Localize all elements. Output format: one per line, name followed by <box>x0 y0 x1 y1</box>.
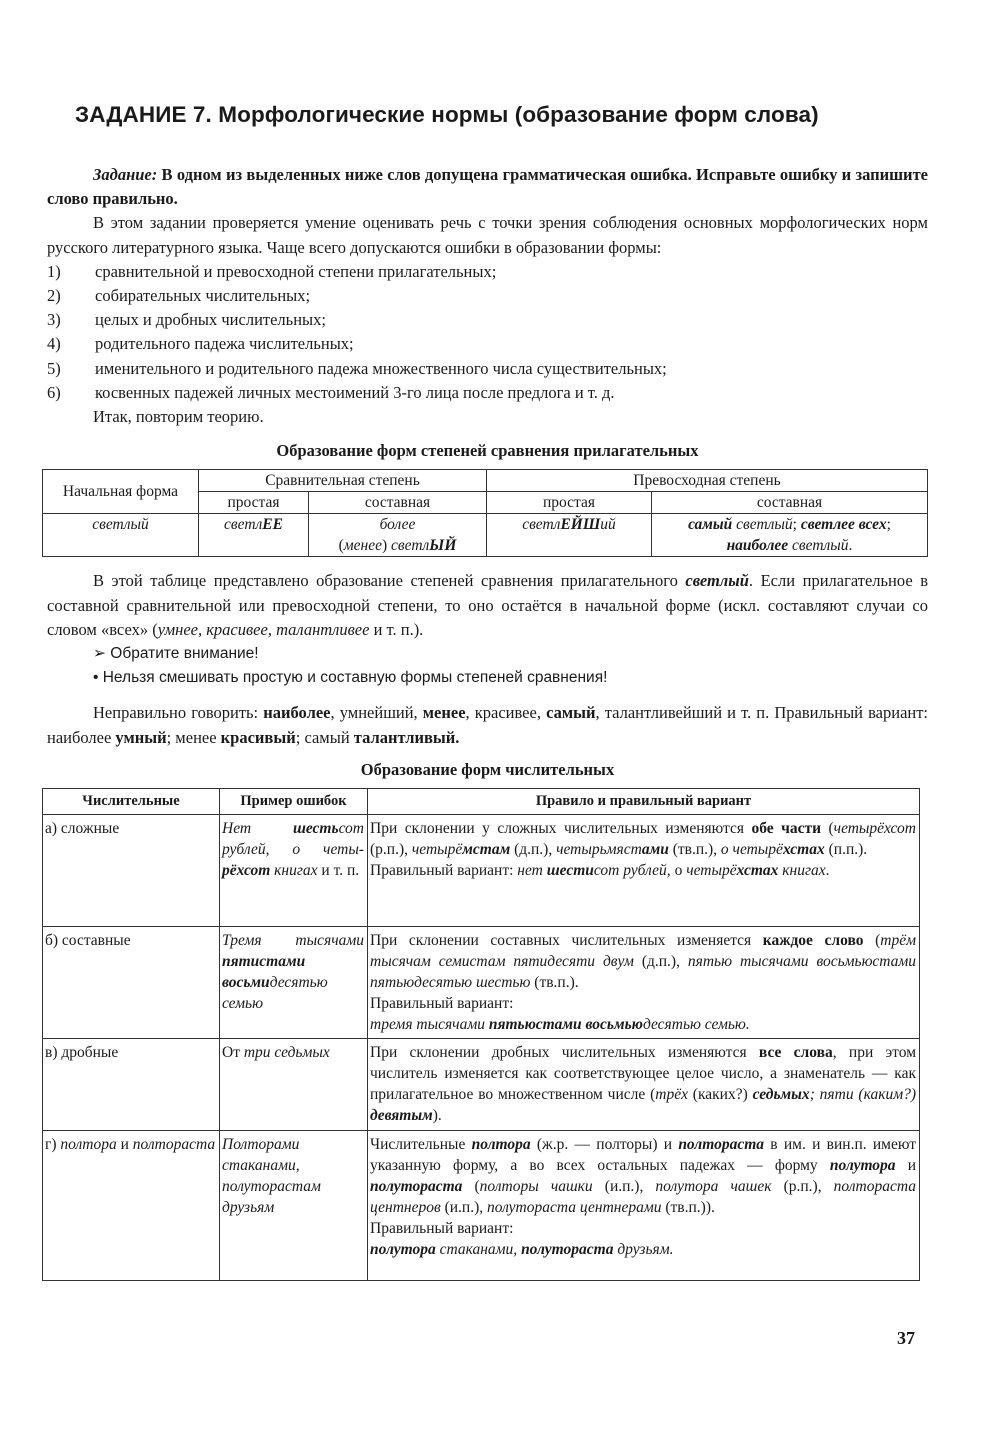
page-number: 37 <box>897 1328 915 1348</box>
text-run: , талантливейший и т. п. Правильный вариант: наиболее <box>47 703 929 747</box>
cell-type <box>43 815 220 927</box>
list-item <box>47 381 928 405</box>
text-run: нет <box>517 862 547 880</box>
text-run: ами <box>641 841 669 859</box>
text-run: пятьюстами восьмью <box>488 1016 643 1034</box>
text-run: хстах <box>736 862 779 880</box>
text-run: В одном из выделенных ниже слов допущена грамматическая ошибка. Исправьте ошибку и запишите слово правильно. <box>47 165 928 209</box>
attention-note: ➢ Обратите внимание! <box>93 645 259 663</box>
text-run: шесть <box>292 820 339 838</box>
text-run: ЕЙШ <box>560 516 601 534</box>
text-run: светлый <box>685 571 749 591</box>
text-run: книгах <box>270 862 318 880</box>
text-run: ; самый <box>295 727 354 747</box>
header-numerals: Числительные <box>43 789 220 815</box>
text-run: четырёхсот <box>833 820 916 838</box>
text-run: полтораста <box>132 1136 216 1154</box>
text-run: четырё <box>686 862 737 880</box>
header-rule: Правило и правильный вариант <box>368 789 920 815</box>
text-run: каждое слово <box>762 932 864 950</box>
text-run: красивый <box>220 727 296 747</box>
text-run: , умнейший, <box>330 703 423 723</box>
list-item <box>47 332 928 356</box>
text-run: ; <box>886 516 891 534</box>
text-run: Полторами стаканами, полуторастам друзьям <box>222 1136 321 1217</box>
text-run: светл <box>224 516 263 534</box>
table-row <box>43 815 920 927</box>
cell-rule <box>368 1039 920 1131</box>
table-row <box>43 927 920 1039</box>
header-comparative: Сравнительная степень <box>199 470 487 492</box>
list-item <box>47 357 928 381</box>
text-run: менее <box>422 703 466 723</box>
text-run: светлее всех <box>796 516 887 534</box>
text-run: б) составные <box>45 932 131 950</box>
text-run: светлый <box>788 537 849 555</box>
list-number: 6) <box>47 382 61 402</box>
text-run: девятым <box>370 1107 433 1125</box>
explanation-paragraph <box>47 569 928 642</box>
adjective-degrees-table <box>42 469 928 557</box>
cell-type <box>43 1131 220 1281</box>
text-run: полтораста <box>678 1136 765 1154</box>
cell-example <box>220 927 368 1039</box>
text-run: . <box>825 862 830 880</box>
list-text: собирательных числительных; <box>95 286 311 306</box>
numerals-table <box>42 788 920 1281</box>
text-run: наиболее <box>263 703 331 723</box>
text-run: (р.п.), <box>771 1178 834 1196</box>
cell-super-compound <box>652 514 928 557</box>
text-run: умнее, красивее, талантливее <box>157 619 370 639</box>
text-run: Правильный вариант: <box>370 862 518 880</box>
header-error-example: Пример ошибок <box>220 789 368 815</box>
text-run: (тв.п.), <box>668 841 721 859</box>
text-run: г) <box>45 1136 61 1154</box>
text-run: Правильный вариант: <box>370 1220 514 1238</box>
text-run: ) <box>382 537 392 555</box>
text-run: самый <box>546 703 596 723</box>
text-run: а) сложные <box>45 820 120 838</box>
text-run: трёх <box>655 1086 688 1104</box>
text-run: В этой таблице представлено образование степеней сравнения прилагательного <box>93 571 686 591</box>
text-run: полутораста <box>370 1178 463 1196</box>
text-run: (д.п.), <box>633 953 688 971</box>
cell-comp-simple <box>199 514 309 557</box>
table-row <box>43 1131 920 1281</box>
text-run: ). <box>432 1107 442 1125</box>
text-run: ( <box>863 932 881 950</box>
text-run: стаканами, <box>435 1241 522 1259</box>
header-compound: составная <box>652 492 928 514</box>
text-run: трём тысячам семистам пятидесяти двум <box>370 932 916 971</box>
text-run: друзьям. <box>613 1241 674 1259</box>
text-run: полутора <box>829 1157 896 1175</box>
list-item <box>47 260 928 284</box>
intro-paragraph: В этом задании проверяется умение оценивать речь с точки зрения соблюдения основных морфологических норм русского литературного языка. Чаще всего допускаются ошибки в образовании формы: <box>47 213 928 257</box>
text-run: талантливый <box>353 727 456 747</box>
cell-example <box>220 815 368 927</box>
text-run: ( <box>821 820 834 838</box>
text-run: Тремя тысячами <box>222 932 364 950</box>
text-run: ; <box>792 516 797 534</box>
text-run: хстах <box>782 841 825 859</box>
text-run: полтора <box>60 1136 117 1154</box>
text-run: Нет <box>222 820 293 838</box>
text-run: полутора <box>370 1241 436 1259</box>
cell-super-simple <box>487 514 652 557</box>
text-run: При склонении дробных числительных изменяются <box>370 1044 759 1062</box>
table1-caption: Образование форм степеней сравнения прилагательных <box>276 441 699 461</box>
text-run: седьмых <box>752 1086 810 1104</box>
text-run: ий <box>600 516 616 534</box>
text-run: ; менее <box>166 727 221 747</box>
text-run: , красивее, <box>465 703 547 723</box>
text-run: десятью семью <box>222 974 328 1013</box>
text-run: полтора <box>471 1136 531 1154</box>
text-run: четырё <box>411 841 463 859</box>
text-run: самый <box>688 516 733 534</box>
text-run: ( <box>338 537 344 555</box>
text-run: (ж.р. — полторы) и <box>530 1136 679 1154</box>
text-run: и <box>116 1136 133 1154</box>
text-run: (тв.п.)). <box>661 1199 715 1217</box>
text-run: Числительные <box>370 1136 472 1154</box>
text-run: полутора чашек <box>655 1178 772 1196</box>
text-run: полтораста центнеров <box>370 1178 917 1217</box>
cell-comp-compound <box>309 514 487 557</box>
text-run: ЕЕ <box>262 516 283 534</box>
list-text: родительного падежа числительных; <box>95 334 354 354</box>
text-run: обе части <box>751 820 822 838</box>
list-number: 3) <box>47 310 61 330</box>
list-text: именительного и родительного падежа множественного числа существительных; <box>95 358 667 378</box>
text-run: ( <box>462 1178 480 1196</box>
text-run: о <box>674 862 687 880</box>
examples-paragraph <box>47 701 928 749</box>
list-number: 1) <box>47 261 61 281</box>
text-run: При склонении у сложных числительных изменяются <box>370 820 752 838</box>
text-run: наиболее <box>726 537 789 555</box>
text-run: . Если прилагательное в составной сравнительной или превосходной степени, то оно остаётся в начальной форме (искл. составляют случаи со словом «всех» ( <box>47 571 928 639</box>
text-run: . <box>848 537 853 555</box>
rule-note: • Нельзя смешивать простую и составную формы степеней сравнения! <box>93 669 608 687</box>
text-run: полутораста центнерами <box>487 1199 662 1217</box>
cell-type <box>43 927 220 1039</box>
text-run: . <box>455 727 460 747</box>
text-run: шести <box>546 862 594 880</box>
header-simple: простая <box>199 492 309 514</box>
header-compound: составная <box>309 492 487 514</box>
page-title: ЗАДАНИЕ 7. Морфологические нормы (образование форм слова) <box>75 102 819 127</box>
text-run: десятью семью. <box>642 1016 750 1034</box>
text-run: более <box>379 516 416 534</box>
text-run: мстам <box>462 841 511 859</box>
text-run: (тв.п.). <box>530 974 579 992</box>
text-run: При склонении составных числительных изменяется <box>370 932 763 950</box>
text-run: и т. п.). <box>369 619 424 639</box>
cell-example <box>220 1131 368 1281</box>
header-superlative: Превосходная степень <box>487 470 928 492</box>
table2-caption: Образование форм числительных <box>360 759 615 779</box>
text-run: умный <box>115 727 167 747</box>
cell-initial <box>43 514 199 557</box>
text-run: (р.п.), <box>370 841 412 859</box>
text-run: все слова <box>758 1044 833 1062</box>
text-run: и т. п. <box>317 862 360 880</box>
text-run: о четырё <box>720 841 783 859</box>
text-run: (каких?) <box>687 1086 753 1104</box>
text-run: полторы чашки <box>479 1178 593 1196</box>
header-initial: Начальная форма <box>43 470 199 514</box>
text-run: сот рублей, <box>593 862 675 880</box>
text-run: полутораста <box>521 1241 614 1259</box>
text-run: (и.п.), <box>440 1199 487 1217</box>
text-run: ; пяти (каким?) <box>809 1086 916 1104</box>
error-types-list <box>47 260 928 405</box>
text-run: Задание: <box>93 165 158 184</box>
cell-rule <box>368 815 920 927</box>
text-run: светлый <box>92 516 149 534</box>
text-run: светлый <box>732 516 793 534</box>
cell-rule <box>368 1131 920 1281</box>
header-simple: простая <box>487 492 652 514</box>
text-run: в) дробные <box>45 1044 119 1062</box>
list-text: сравнительной и превосходной степени прилагательных; <box>95 261 497 281</box>
text-run: менее <box>343 537 382 555</box>
repeat-line: Итак, повторим теорию. <box>93 407 264 427</box>
text-run: (и.п.), <box>592 1178 656 1196</box>
cell-rule <box>368 927 920 1039</box>
list-text: целых и дробных числительных; <box>95 310 326 330</box>
text-run: тремя тысячами <box>370 1016 489 1034</box>
text-run: четырьмяст <box>556 841 642 859</box>
text-run: в им. и вин.п. имеют указанную форму, а во всех остальных падежах — форму <box>370 1136 917 1175</box>
text-run: светл <box>391 537 430 555</box>
text-run: (п.п.). <box>824 841 868 859</box>
text-run: , при этом числитель изменяется как соответствующее целое число, а знаменатель — как прилагательное во множественном числе ( <box>370 1044 917 1104</box>
text-run: книгах <box>778 862 826 880</box>
text-run: восьми <box>222 974 270 992</box>
list-number: 2) <box>47 286 61 306</box>
text-run: Правильный вариант: <box>370 995 514 1013</box>
list-number: 4) <box>47 334 61 354</box>
text-run: светл <box>522 516 561 534</box>
cell-type <box>43 1039 220 1131</box>
list-text: косвенных падежей личных местоимений 3-го лица после предлога и т. д. <box>95 382 615 402</box>
text-run: пятью тысячами восьмьюстами пятьюдесятью шестью <box>370 953 916 992</box>
task-statement <box>47 163 928 211</box>
text-run: Неправильно говорить: <box>93 703 264 723</box>
list-item <box>47 308 928 332</box>
text-run: От <box>222 1044 244 1062</box>
text-run: и <box>895 1157 916 1175</box>
page-content <box>47 163 928 1281</box>
text-run: ЫЙ <box>429 537 457 555</box>
text-run: (д.п.), <box>510 841 557 859</box>
cell-example <box>220 1039 368 1131</box>
text-run: рёхсот <box>222 862 271 880</box>
text-run: сот рублей, о четы <box>222 820 364 859</box>
list-number: 5) <box>47 358 61 378</box>
list-item <box>47 284 928 308</box>
text-run: три седьмых <box>243 1044 330 1062</box>
text-run: пятистами <box>222 953 306 971</box>
table-row <box>43 1039 920 1131</box>
